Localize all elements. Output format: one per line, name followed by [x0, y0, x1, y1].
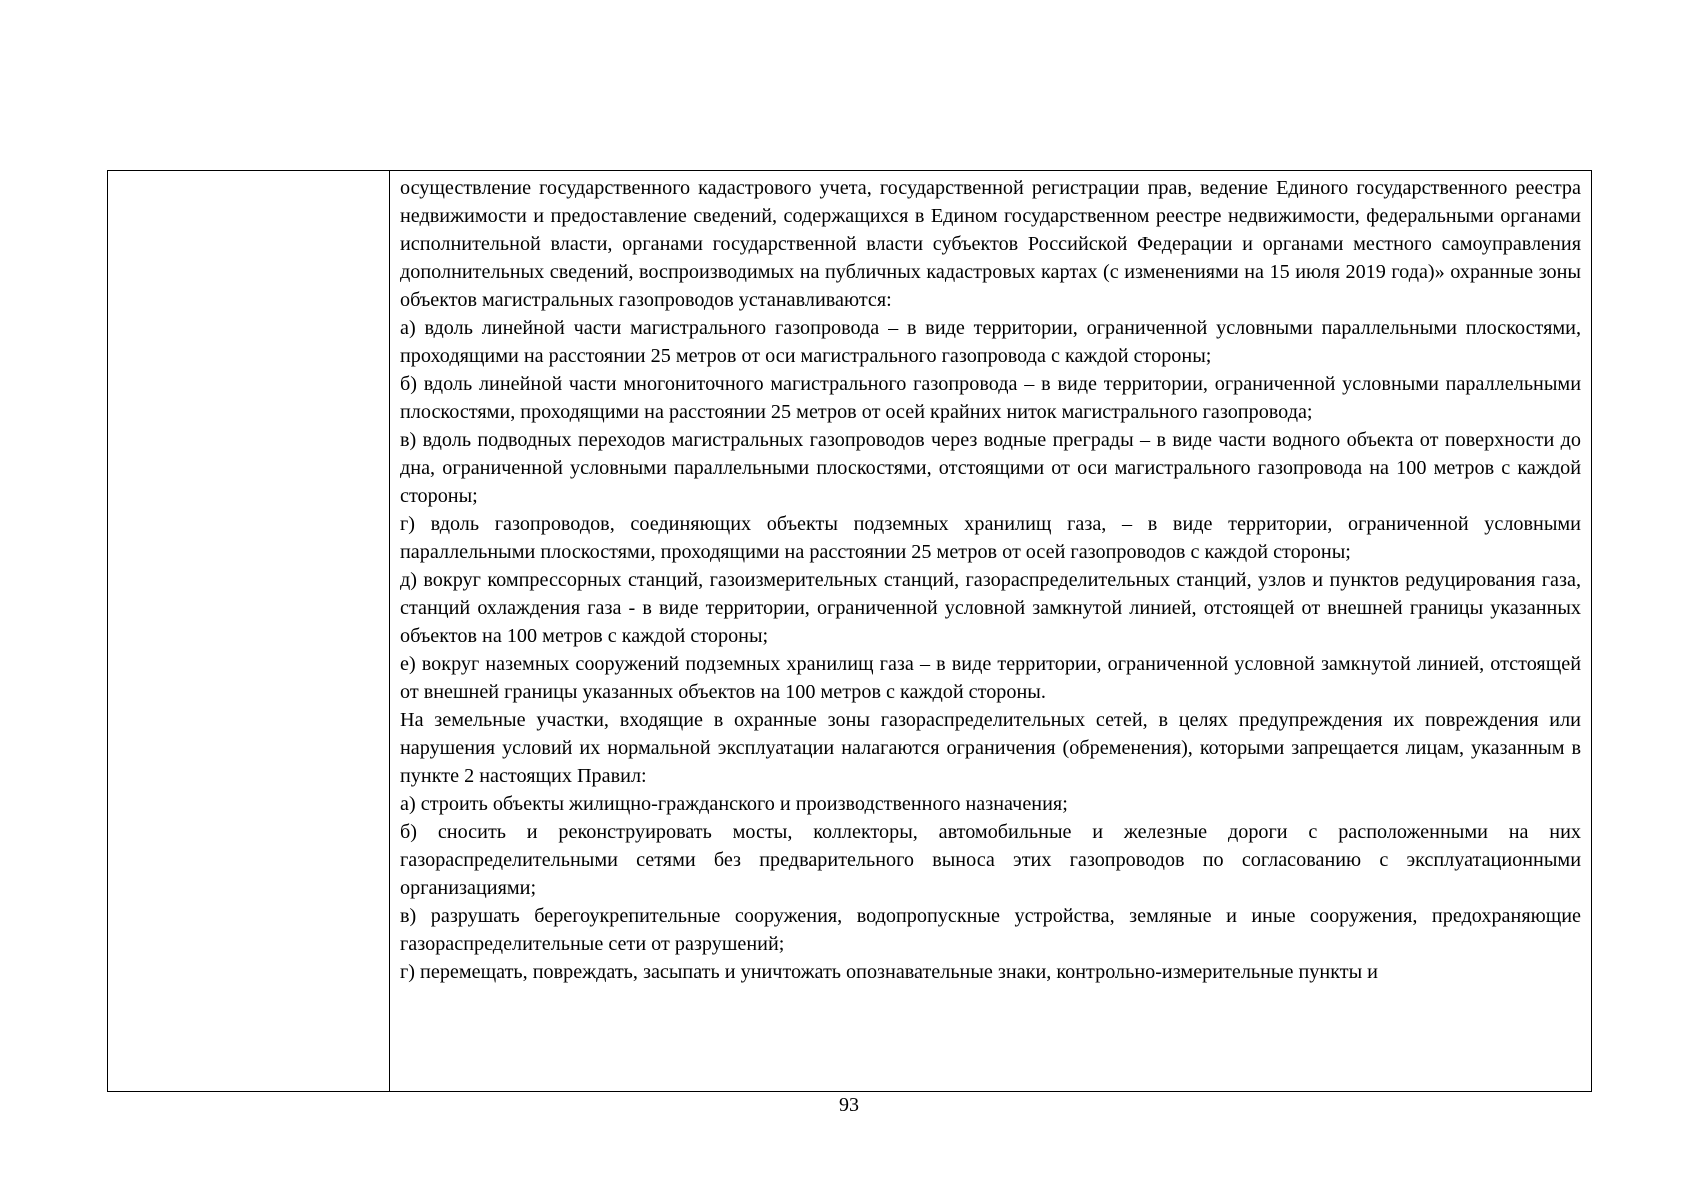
paragraph: осуществление государственного кадастрового учета, государственной регистрации прав, ведение Единого государственного реестра недвижимости и предоставление сведений, содержащихся в Едином государственном реестре недвижимости, федеральными органами исполнительной власти, органами государственной власти субъектов Российской Федерации и органами местного самоуправления дополнительных сведений, воспроизводимых на публичных кадастровых картах (с изменениями на 15 июля 2019 года)» охранные зоны объектов магистральных газопроводов устанавливаются:	[400, 177, 1581, 311]
paragraph: г) вдоль газопроводов, соединяющих объекты подземных хранилищ газа, – в виде территории, ограниченной условными параллельными плоскостями, проходящими на расстоянии 25 метров от осей газопроводов с каждой стороны;	[400, 513, 1581, 563]
document-table	[107, 170, 1592, 1092]
paragraph: е) вокруг наземных сооружений подземных хранилищ газа – в виде территории, ограниченной условной замкнутой линией, отстоящей от внешней границы указанных объектов на 100 метров с каждой стороны.	[400, 653, 1581, 703]
paragraph: а) строить объекты жилищно-гражданского и производственного назначения;	[400, 793, 1068, 815]
table-left-cell	[108, 171, 390, 1091]
paragraph: б) сносить и реконструировать мосты, коллекторы, автомобильные и железные дороги с расположенными на них газораспределительными сетями без предварительного выноса этих газопроводов по согласованию с эксплуатационными организациями;	[400, 821, 1581, 899]
paragraph: в) вдоль подводных переходов магистральных газопроводов через водные преграды – в виде части водного объекта от поверхности до дна, ограниченной условными параллельными плоскостями, отстоящими от оси магистрального газопровода на 100 метров с каждой стороны;	[400, 429, 1581, 507]
paragraph: б) вдоль линейной части многониточного магистрального газопровода – в виде территории, ограниченной условными параллельными плоскостями, проходящими на расстоянии 25 метров от осей крайних ниток магистрального газопровода;	[400, 373, 1581, 423]
paragraph: д) вокруг компрессорных станций, газоизмерительных станций, газораспределительных станций, узлов и пунктов редуцирования газа, станций охлаждения газа - в виде территории, ограниченной условной замкнутой линией, отстоящей от внешней границы указанных объектов на 100 метров с каждой стороны;	[400, 569, 1581, 647]
page-number: 93	[839, 1094, 859, 1116]
table-right-cell	[390, 171, 1591, 1091]
paragraph: На земельные участки, входящие в охранные зоны газораспределительных сетей, в целях предупреждения их повреждения или нарушения условий их нормальной эксплуатации налагаются ограничения (обременения), которыми запрещается лицам, указанным в пункте 2 настоящих Правил:	[400, 709, 1581, 787]
paragraph: в) разрушать берегоукрепительные сооружения, водопропускные устройства, земляные и иные сооружения, предохраняющие газораспределительные сети от разрушений;	[400, 905, 1581, 955]
paragraph: а) вдоль линейной части магистрального газопровода – в виде территории, ограниченной условными параллельными плоскостями, проходящими на расстоянии 25 метров от оси магистрального газопровода с каждой стороны;	[400, 317, 1581, 367]
paragraph: г) перемещать, повреждать, засыпать и уничтожать опознавательные знаки, контрольно-измерительные пункты и	[400, 961, 1378, 983]
